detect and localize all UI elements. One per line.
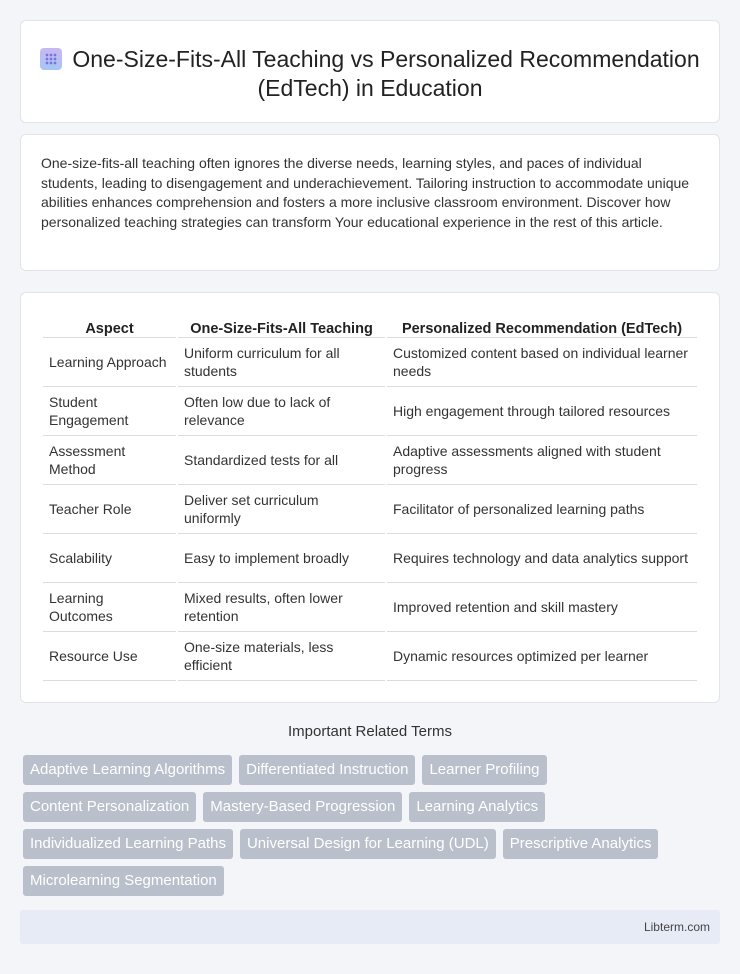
footer [20, 910, 720, 944]
page-title-text: One-Size-Fits-All Teaching vs Personalized Recommendation (EdTech) in Education [72, 46, 700, 101]
related-term-tag[interactable]: Universal Design for Learning (UDL) [240, 829, 496, 859]
table-cell: Assessment Method [43, 436, 176, 485]
related-term-tag[interactable]: Individualized Learning Paths [23, 829, 233, 859]
table-cell: Requires technology and data analytics support [387, 534, 697, 583]
table-row [43, 583, 697, 632]
table-row [43, 338, 697, 387]
table-cell: Resource Use [43, 632, 176, 681]
header-personalized: Personalized Recommendation (EdTech) [387, 313, 697, 338]
related-term-tag[interactable]: Prescriptive Analytics [503, 829, 659, 859]
table-cell: Uniform curriculum for all students [178, 338, 385, 387]
related-term-tag[interactable]: Adaptive Learning Algorithms [23, 755, 232, 785]
table-cell: Easy to implement broadly [178, 534, 385, 583]
related-term-tag[interactable]: Content Personalization [23, 792, 196, 822]
comparison-card [20, 292, 720, 703]
table-cell: Improved retention and skill mastery [387, 583, 697, 632]
table-cell: Dynamic resources optimized per learner [387, 632, 697, 681]
footer-site-link[interactable]: Libterm.com [643, 920, 710, 934]
table-cell: Facilitator of personalized learning paths [387, 485, 697, 534]
table-row [43, 485, 697, 534]
table-cell: Mixed results, often lower retention [178, 583, 385, 632]
table-cell: Adaptive assessments aligned with student progress [387, 436, 697, 485]
related-term-tag[interactable]: Learner Profiling [422, 755, 546, 785]
header-one-size: One-Size-Fits-All Teaching [178, 313, 385, 338]
related-terms-list [23, 755, 713, 896]
table-cell: Standardized tests for all [178, 436, 385, 485]
table-cell: High engagement through tailored resources [387, 387, 697, 436]
related-term-tag[interactable]: Differentiated Instruction [239, 755, 415, 785]
table-header-row [43, 313, 697, 338]
table-row [43, 534, 697, 583]
related-term-tag[interactable]: Mastery-Based Progression [203, 792, 402, 822]
table-cell: One-size materials, less efficient [178, 632, 385, 681]
table-cell: Often low due to lack of relevance [178, 387, 385, 436]
header-aspect: Aspect [43, 313, 176, 338]
table-row [43, 387, 697, 436]
table-cell: Learning Outcomes [43, 583, 176, 632]
page-title [21, 45, 719, 103]
intro-paragraph: One-size-fits-all teaching often ignores the diverse needs, learning styles, and paces of individual students, leading to disengagement and underachievement. Tailoring instruction to accommodate unique abilities enhances comprehension and fosters a more inclusive classroom environment. Discover how personalized teaching strategies can transform Your educational experience in the rest of this article. [41, 155, 690, 230]
related-term-tag[interactable]: Learning Analytics [409, 792, 545, 822]
table-cell: Deliver set curriculum uniformly [178, 485, 385, 534]
table-row [43, 436, 697, 485]
table-cell: Teacher Role [43, 485, 176, 534]
intro-card [20, 134, 720, 271]
table-cell: Customized content based on individual learner needs [387, 338, 697, 387]
comparison-table [41, 313, 699, 681]
title-card [20, 20, 720, 123]
table-cell: Scalability [43, 534, 176, 583]
table-cell: Student Engagement [43, 387, 176, 436]
related-terms-title: Important Related Terms [288, 723, 452, 740]
table-cell: Learning Approach [43, 338, 176, 387]
related-term-tag[interactable]: Microlearning Segmentation [23, 866, 224, 896]
document-icon [40, 48, 62, 70]
table-row [43, 632, 697, 681]
